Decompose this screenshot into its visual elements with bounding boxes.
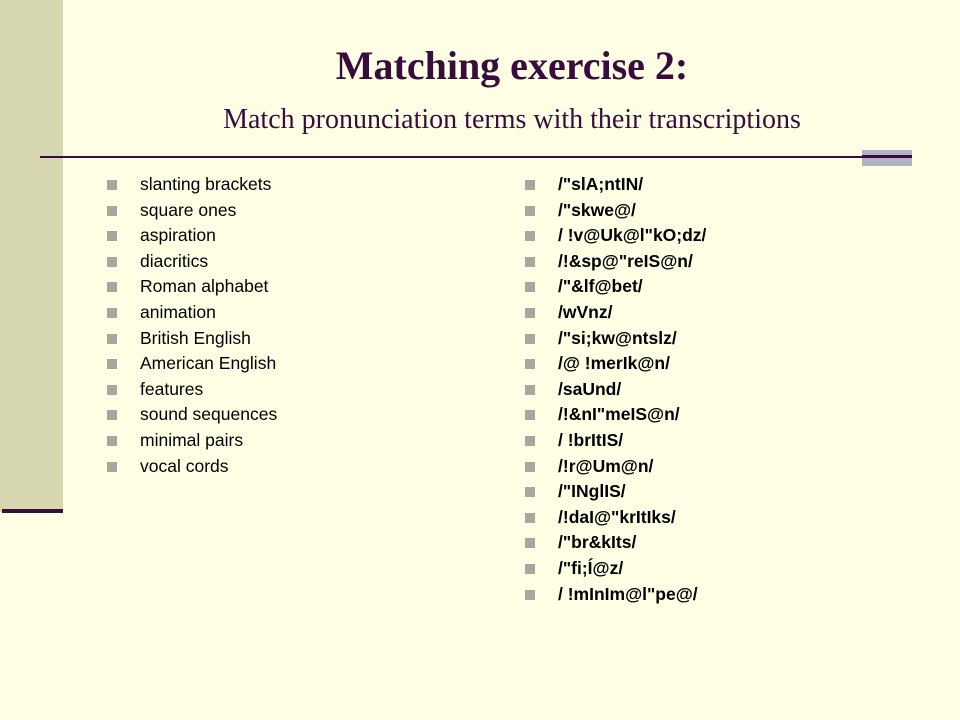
transcription-text: / !mInIm@l"pe@/	[558, 583, 698, 604]
list-item	[107, 274, 277, 300]
transcription-text: /"si;kw@ntslz/	[558, 327, 677, 348]
square-bullet-icon	[525, 308, 535, 318]
list-item	[107, 172, 277, 198]
transcription-text: / !v@Uk@l"kO;dz/	[558, 225, 707, 246]
list-item	[525, 479, 706, 505]
list-item	[525, 582, 706, 608]
square-bullet-icon	[107, 436, 117, 446]
square-bullet-icon	[525, 538, 535, 548]
list-item	[107, 454, 277, 480]
list-item	[107, 198, 277, 224]
list-item	[525, 428, 706, 454]
transcriptions-list	[525, 172, 706, 607]
term-text: sound sequences	[140, 404, 278, 425]
square-bullet-icon	[525, 436, 535, 446]
list-item	[107, 428, 277, 454]
square-bullet-icon	[525, 564, 535, 574]
list-item	[107, 377, 277, 403]
square-bullet-icon	[525, 257, 535, 267]
list-item	[525, 172, 706, 198]
transcription-text: /!&sp@"reIS@n/	[558, 250, 693, 271]
list-item	[525, 326, 706, 352]
transcription-text: /saUnd/	[558, 378, 622, 399]
term-text: aspiration	[140, 225, 216, 246]
list-item	[525, 505, 706, 531]
transcription-text: / !brItIS/	[558, 429, 624, 450]
square-bullet-icon	[525, 206, 535, 216]
transcription-text: /"br&kIts/	[558, 532, 637, 553]
square-bullet-icon	[525, 410, 535, 420]
square-bullet-icon	[525, 359, 535, 369]
square-bullet-icon	[107, 334, 117, 344]
square-bullet-icon	[525, 590, 535, 600]
square-bullet-icon	[107, 231, 117, 241]
list-item	[525, 402, 706, 428]
list-item	[525, 530, 706, 556]
term-text: vocal cords	[140, 455, 229, 476]
transcription-text: /"fi;Í@z/	[558, 557, 624, 578]
square-bullet-icon	[107, 180, 117, 190]
square-bullet-icon	[107, 206, 117, 216]
list-item	[107, 223, 277, 249]
square-bullet-icon	[107, 257, 117, 267]
term-text: slanting brackets	[140, 174, 272, 194]
transcription-text: /"INglIS/	[558, 481, 626, 502]
side-accent-bar-cap	[2, 509, 63, 513]
divider-accent-line	[862, 155, 912, 158]
term-text: square ones	[140, 199, 237, 220]
transcription-text: /!daI@"krItIks/	[558, 506, 676, 527]
square-bullet-icon	[107, 359, 117, 369]
square-bullet-icon	[107, 385, 117, 395]
term-text: animation	[140, 301, 216, 322]
transcription-text: /"&lf@bet/	[558, 276, 643, 297]
square-bullet-icon	[525, 282, 535, 292]
square-bullet-icon	[525, 462, 535, 472]
divider-accent-block	[862, 150, 912, 166]
list-item	[525, 198, 706, 224]
square-bullet-icon	[107, 282, 117, 292]
list-item	[107, 326, 277, 352]
transcription-text: /"skwe@/	[558, 199, 636, 220]
transcription-text: /wVnz/	[558, 301, 613, 322]
square-bullet-icon	[107, 410, 117, 420]
transcription-text: /!&nI"meIS@n/	[558, 404, 680, 425]
list-item	[525, 300, 706, 326]
list-item	[107, 300, 277, 326]
list-item	[107, 402, 277, 428]
list-item	[107, 249, 277, 275]
list-item	[525, 274, 706, 300]
square-bullet-icon	[525, 334, 535, 344]
transcription-text: /@ !merIk@n/	[558, 353, 670, 374]
list-item	[525, 249, 706, 275]
term-text: American English	[140, 353, 277, 374]
terms-list	[107, 172, 277, 479]
list-item	[525, 351, 706, 377]
square-bullet-icon	[525, 180, 535, 190]
term-text: minimal pairs	[140, 429, 244, 450]
square-bullet-icon	[107, 462, 117, 472]
list-item	[525, 223, 706, 249]
term-text: features	[140, 378, 204, 399]
slide-subtitle: Match pronunciation terms with their transcriptions	[223, 104, 801, 135]
square-bullet-icon	[107, 308, 117, 318]
side-accent-bar	[0, 0, 63, 512]
transcription-text: /"slA;ntIN/	[558, 174, 644, 194]
term-text: Roman alphabet	[140, 276, 269, 297]
transcription-text: /!r@Um@n/	[558, 455, 654, 476]
list-item	[525, 377, 706, 403]
square-bullet-icon	[525, 385, 535, 395]
term-text: diacritics	[140, 250, 209, 271]
term-text: British English	[140, 327, 251, 348]
list-item	[107, 351, 277, 377]
list-item	[525, 454, 706, 480]
list-item	[525, 556, 706, 582]
square-bullet-icon	[525, 487, 535, 497]
square-bullet-icon	[525, 513, 535, 523]
square-bullet-icon	[525, 231, 535, 241]
title-divider	[40, 156, 872, 158]
slide-title: Matching exercise 2:	[335, 43, 689, 88]
